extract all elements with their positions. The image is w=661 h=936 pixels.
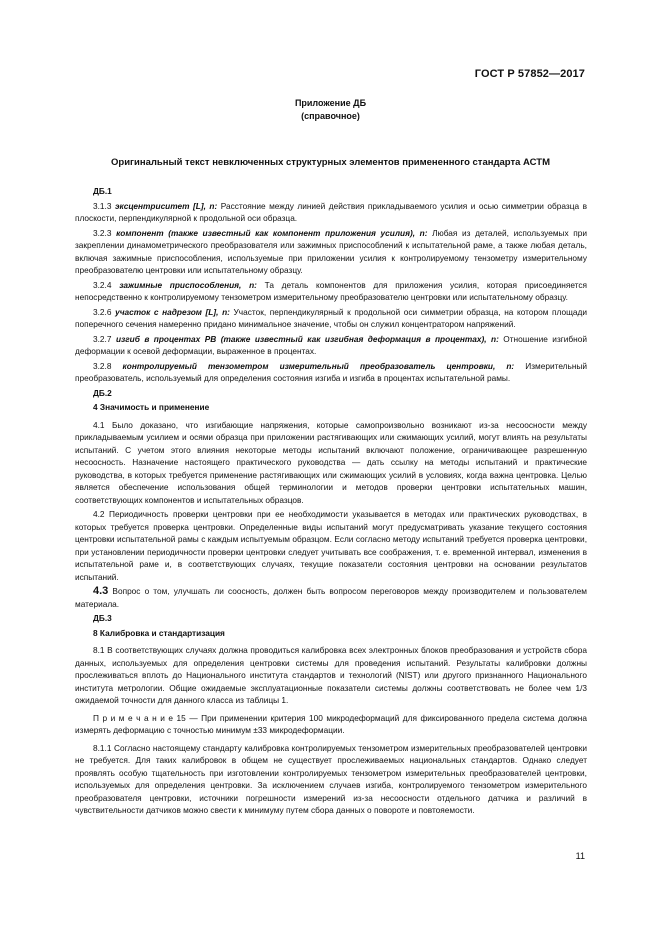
section-subheading-significance: 4 Значимость и применение [93,402,210,412]
clause-text: Расстояние между линией действия прикладываемого усилия и осью симметрии образца в плоскости, перпендикулярной к продольной оси образца. [75,200,587,223]
clause-text: Та деталь компонентов для приложения усилия, которая присоединяется непосредственно к контролируемому тензометром измерительному преобразователю центровки или испытательному образцу. [75,279,588,302]
clause-number: 3.2.6 [93,306,112,317]
clause-number: 4.3 [93,585,109,597]
annex-subtitle: (справочное) [301,111,360,121]
clause-3-2-6 [75,306,587,331]
clause-term: эксцентриситет [L], n: [114,200,218,211]
clause-8-1-1: 8.1.1 Согласно настоящему стандарту калибровка контролируемых тензометром измерительных преобразователей центровки не требуется. Для таких калибровок в общем не существует прослеживаемых национальных стандартов. Однако следует проявлять особую тщательность при изготовлении контролируемых тензометром измерительных преобразователей центровки, используемых для определения центровки. За исключением случаев изгиба, контролируемого тензометром измерительного преобразователя центровки, источники погрешности измерений из-за несоосности отдельного датчика и различий в чувствительности датчиков можно свести к минимуму путем сбора данных о повороте и повтояемости. [75,742,587,815]
clause-number: 3.1.3 [93,200,112,211]
clause-number: 3.2.3 [93,227,112,238]
note-label: П р и м е ч а н и е 15 — [93,712,198,723]
clause-4-2: 4.2 Периодичность проверки центровки при ее необходимости указывается в методах или практических руководствах, в которых требуется проверка центровки. Определенные виды испытаний могут предусматривать указание текущего состояния центровки испытательной рамы с каждым испытуемым образцом. Если согласно методу испытаний требуется проверка центровки, при установлении периодичности проверки центровки следует учитывать все соображения, т. е. временной интервал, изменения в испытательной раме и, в соответствующих случаях, текущие показатели состояния центровки на основании результатов испытаний. [75,509,587,582]
document-title: Оригинальный текст невключенных структурных элементов примененного стандарта АСТМ [111,157,550,168]
clause-term: изгиб в процентах PB (также известный как изгибная деформация в процентах), n: [115,333,499,344]
clause-4-3 [75,585,587,610]
clause-term: контролируемый тензометром измерительный преобразователь центровки, n: [122,360,515,371]
annex-title: Приложение ДБ [294,98,367,108]
clause-number: 3.2.7 [93,333,112,344]
page-number: 11 [575,851,585,861]
clause-text: Отношение изгибной деформации к осевой деформации, выраженное в процентах. [75,333,587,356]
section-subheading-calibration: 8 Калибровка и стандартизация [93,627,225,638]
clause-4-1: 4.1 Было доказано, что изгибающие напряжения, которые самопроизвольно возникают из-за несоосности между прикладываемым усилием и осями образца при приложении растягивающих или сжимающих усилий, могут влиять на результаты испытаний. С учетом этого влияния некоторые методы испытаний включают положение, ограничивающее разрешенную несоосность. Назначение настоящего практического руководства — дать ссылку на методы испытаний и практические руководства, в которых требуется применение растягивающих или сжимающих усилий в условиях, когда важна центровка. Целью является обеспечение использования общей терминологии и методов проверки центровки испытательных машин, соответствующих компонентов и испытательных образцов. [75,419,587,505]
clause-3-2-8 [75,360,587,385]
clause-number: 3.2.8 [93,360,112,371]
section-heading-db2: ДБ.2 [93,387,112,398]
clause-3-2-3 [75,227,587,277]
clause-term: участок с надрезом [L], n: [115,306,230,317]
clause-number: 3.2.4 [93,279,112,290]
standard-number: ГОСТ Р 57852—2017 [474,68,585,80]
clause-8-1: 8.1 В соответствующих случаях должна проводиться калибровка всех электронных блоков преобразования и устройств сбора данных, используемых для определения центровки системы для проведения испытаний. Результаты калибровки должны прослеживаться вплоть до Национального института стандартов и технологий (NIST) или другого признанного Национального института метрологии. Общие ожидаемые эксплуатационные показатели системы должны соответствовать не более чем 1/3 ожидаемой точности для данного класса из таблицы 1. [75,645,587,705]
note-text: При применении критерия 100 микродеформаций для фиксированного предела система должна измерять деформацию с точностью минимум ±33 микродеформации. [75,712,588,735]
clause-text: Измерительный преобразователь, используемый для определения состояния изгиба и изгиба в процентах испытательной рамы. [75,360,588,383]
clause-term: зажимные приспособления, n: [119,279,257,290]
section-heading-db3: ДБ.3 [93,613,112,623]
clause-term: компонент (также известный как компонент приложения усилия), n: [116,227,428,238]
clause-3-1-3 [75,200,587,225]
clause-text: Участок, перпендикулярный к продольной оси симметрии образца, на котором площади поперечного сечения намеренно придано минимальное значение, чтобы он служил концентратором напряжений. [75,306,587,329]
note-15 [75,712,587,737]
clause-3-2-4 [75,279,587,304]
document-body [75,185,587,817]
clause-3-2-7 [75,333,587,358]
clause-text: Любая из деталей, используемых при закреплении динамометрического преобразователя или зажимных приспособлений к испытательной раме, а также любая деталь, включая зажимные приспособления, используемые при приложении усилия к контролируемому тензометру измерительному преобразователю центровки или испытательному образцу. [75,227,587,275]
section-heading-db1: ДБ.1 [93,186,112,196]
clause-text: Вопрос о том, улучшать ли соосность, должен быть вопросом переговоров между производителем и пользователем материала. [75,586,587,609]
